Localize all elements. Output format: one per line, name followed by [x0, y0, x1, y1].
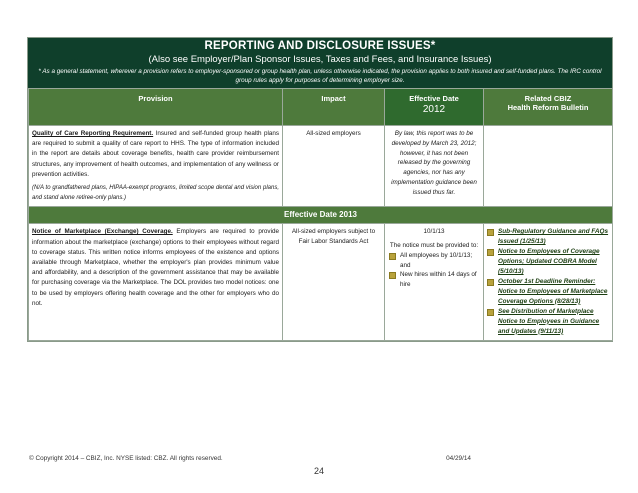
related-label-line2: Health Reform Bulletin	[507, 103, 589, 112]
impact-cell: All-sized employers subject to Fair Labor Standards Act	[283, 224, 385, 340]
square-bullet-icon	[487, 279, 494, 286]
provisions-table	[28, 88, 613, 341]
list-item	[487, 227, 609, 247]
page-subtitle: (Also see Employer/Plan Sponsor Issues, Taxes and Fees, and Insurance Issues)	[148, 54, 492, 65]
square-bullet-icon	[389, 272, 396, 279]
provision-cell	[29, 224, 283, 340]
page-title: REPORTING AND DISCLOSURE ISSUES*	[204, 40, 436, 52]
provision-cell	[29, 126, 283, 207]
effective-date-label: Effective Date	[409, 94, 459, 103]
date-cell	[385, 224, 484, 340]
page-number: 24	[313, 466, 324, 476]
provision-text: Insured and self-funded group health plans are required to submit a quality of care report to HHS. The type of information included in the report are details about coverage benefits, health care provider reimbursement structures, any improvement of health outcomes, and implementation of any wellness or prevention activities.	[32, 130, 279, 178]
list-item	[487, 247, 609, 277]
date-cell: By law, this report was to be developed by March 23, 2012; however, it has not been released by the governing agencies, nor has any implementation guidance been issued thus far.	[385, 126, 484, 207]
effective-date-year: 2012	[422, 104, 446, 115]
column-header-impact: Impact	[283, 89, 385, 126]
related-label: Related CBIZ	[524, 94, 572, 103]
section-banner	[28, 38, 612, 88]
provision-title: Quality of Care Reporting Requirement.	[32, 130, 154, 137]
square-bullet-icon	[487, 309, 494, 316]
date-sub: The notice must be provided to:	[389, 242, 479, 250]
square-bullet-icon	[487, 249, 494, 256]
list-item	[389, 270, 479, 290]
provision-note: (N/A to grandfathered plans, HIPAA-exempt programs, limited scope dental and vision plans, and stand alone retiree-only plans.)	[32, 184, 279, 201]
table-row	[29, 126, 613, 207]
table-header-row	[29, 89, 613, 126]
column-header-effective-date	[385, 89, 484, 126]
list-item	[487, 277, 609, 307]
table-row	[29, 224, 613, 340]
related-cell	[484, 126, 613, 207]
bulletin-link[interactable]: See Distribution of Marketplace Notice to Employees in Guidance and Updates (9/11/13)	[498, 307, 600, 335]
document-frame	[27, 37, 613, 342]
section-row	[29, 207, 613, 224]
bulletin-link[interactable]: Sub-Regulatory Guidance and FAQs Issued (1/25/13)	[498, 228, 609, 246]
impact-cell: All-sized employers	[283, 126, 385, 207]
date-head: 10/1/13	[423, 228, 445, 236]
square-bullet-icon	[487, 229, 494, 236]
column-header-related	[484, 89, 613, 126]
column-header-provision: Provision	[29, 89, 283, 126]
footer-date: 04/29/14	[446, 455, 471, 462]
date-item: All employees by 10/1/13; and	[400, 251, 473, 269]
provision-title: Notice of Marketplace (Exchange) Coverage.	[32, 228, 173, 236]
general-note: * As a general statement, wherever a provision refers to employer-sponsored or group health plan, unless otherwise indicated, the provision applies to both insured and self-funded plans. The IRC control group rules apply for purposes of determining employer size.	[38, 68, 602, 84]
copyright-text: © Copyright 2014 – CBIZ, Inc. NYSE listed: CBZ. All rights reserved.	[29, 455, 223, 462]
list-item	[487, 307, 609, 337]
bulletin-link[interactable]: Notice to Employees of Coverage Options; Updated COBRA Model (5/10/13)	[498, 248, 600, 276]
date-item: New hires within 14 days of hire	[400, 271, 477, 289]
related-cell	[484, 224, 613, 340]
bulletin-link[interactable]: October 1st Deadline Reminder: Notice to Employees of Marketplace Coverage Options (8/28/13)	[498, 277, 608, 305]
list-item	[389, 251, 479, 271]
square-bullet-icon	[389, 253, 396, 260]
section-label: Effective Date 2013	[29, 207, 613, 224]
provision-text: Employers are required to provide information about the marketplace (exchange) options to their employees without regard to coverage status. This written notice informs employees of the existence and options available through Marketplace, whether the employer's plan provides minimum value and affordability, and a description of the government assistance that may be available for purchasing coverage via the Marketplace. The DOL provides two model notices: one to be used by employers offering health coverage and the other for employers who do not.	[32, 228, 279, 307]
